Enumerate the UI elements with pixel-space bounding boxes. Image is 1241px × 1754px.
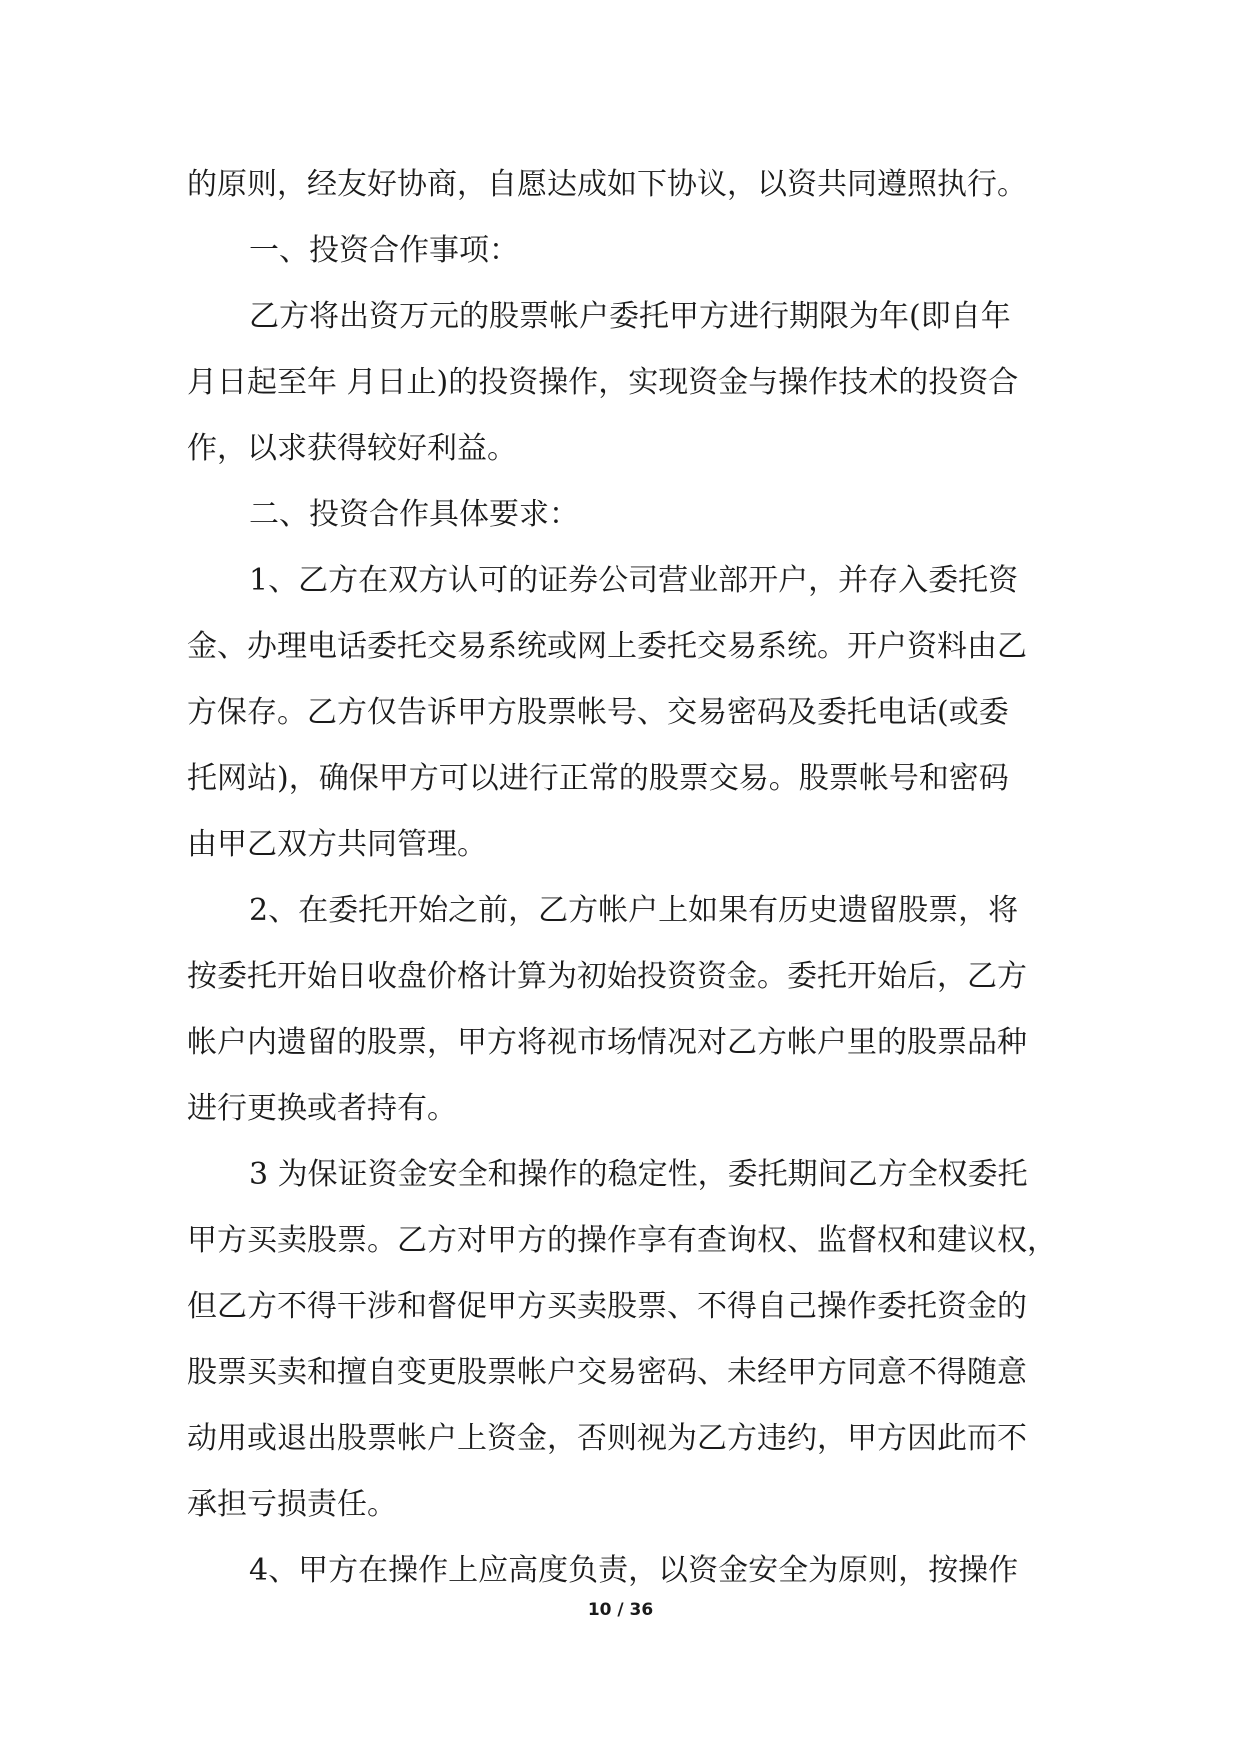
text-line: 甲方买卖股票。乙方对甲方的操作享有查询权、监督权和建议权， xyxy=(187,1223,1057,1258)
text-line: 进行更换或者持有。 xyxy=(187,1091,457,1126)
text-line: 2、在委托开始之前，乙方帐户上如果有历史遗留股票，将 xyxy=(249,893,1019,928)
text-line: 乙方将出资万元的股票帐户委托甲方进行期限为年(即自年 xyxy=(249,299,1011,334)
text-line: 承担亏损责任。 xyxy=(187,1487,397,1522)
text-line: 月日起至年 月日止)的投资操作，实现资金与操作技术的投资合 xyxy=(187,365,1019,400)
text-line: 由甲乙双方共同管理。 xyxy=(187,827,487,862)
section-heading: 一、投资合作事项： xyxy=(249,233,519,268)
text-line: 托网站)，确保甲方可以进行正常的股票交易。股票帐号和密码 xyxy=(187,761,1009,796)
text-line: 按委托开始日收盘价格计算为初始投资资金。委托开始后，乙方 xyxy=(187,959,1027,994)
text-line: 金、办理电话委托交易系统或网上委托交易系统。开户资料由乙 xyxy=(187,629,1027,664)
text-line: 的原则，经友好协商，自愿达成如下协议，以资共同遵照执行。 xyxy=(187,167,1027,202)
text-line: 作，以求获得较好利益。 xyxy=(187,431,517,466)
section-heading: 二、投资合作具体要求： xyxy=(249,497,579,532)
text-line: 动用或退出股票帐户上资金，否则视为乙方违约，甲方因此而不 xyxy=(187,1421,1027,1456)
text-line: 1、乙方在双方认可的证券公司营业部开户，并存入委托资 xyxy=(249,563,1019,598)
document-body xyxy=(187,152,1057,1604)
text-line: 帐户内遗留的股票，甲方将视市场情况对乙方帐户里的股票品种 xyxy=(187,1025,1027,1060)
text-line: 3 为保证资金安全和操作的稳定性，委托期间乙方全权委托 xyxy=(249,1157,1028,1192)
text-line: 但乙方不得干涉和督促甲方买卖股票、不得自己操作委托资金的 xyxy=(187,1289,1027,1324)
text-line: 股票买卖和擅自变更股票帐户交易密码、未经甲方同意不得随意 xyxy=(187,1355,1027,1390)
page-number: 10 / 36 xyxy=(587,1600,654,1620)
text-line: 方保存。乙方仅告诉甲方股票帐号、交易密码及委托电话(或委 xyxy=(187,695,1009,730)
text-line: 4、甲方在操作上应高度负责，以资金安全为原则，按操作 xyxy=(249,1553,1019,1588)
